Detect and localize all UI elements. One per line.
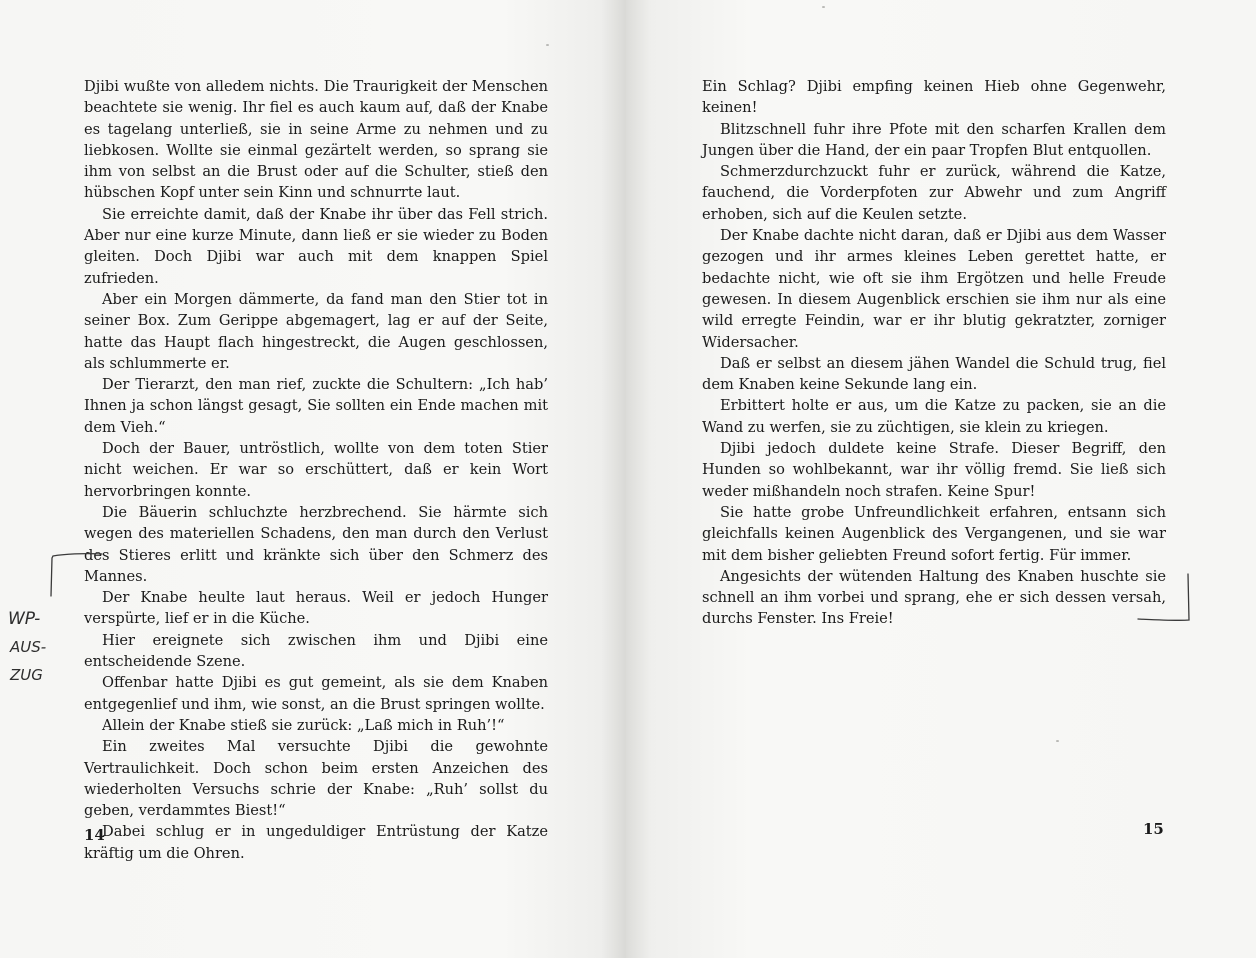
- paragraph: Allein der Knabe stieß sie zurück: „Laß mich in Ruh’!“: [102, 716, 505, 734]
- paragraph: Erbittert holte er aus, um die Katze zu packen, sie an die Wand zu werfen, sie zu züchtigen, sie klein zu kriegen.: [702, 397, 1166, 436]
- paragraph: Der Tierarzt, den man rief, zuckte die Schultern: „Ich hab’ Ihnen ja schon längst gesagt, Sie sollten ein Ende machen mit dem Vieh.“: [84, 376, 548, 436]
- paragraph: Aber ein Morgen dämmerte, da fand man den Stier tot in seiner Box. Zum Gerippe abgemagert, lag er auf der Seite, hatte das Haupt flach hingestreckt, die Augen geschlossen, als schlummerte er.: [84, 290, 548, 372]
- paragraph: Dabei schlug er in ungeduldiger Entrüstung der Katze kräftig um die Ohren.: [84, 823, 548, 862]
- paper-speck: [822, 6, 825, 8]
- page-number-left: 14: [84, 826, 105, 844]
- left-page-text: [84, 76, 548, 864]
- paragraph: Schmerzdurchzuckt fuhr er zurück, während die Katze, fauchend, die Vorderpfoten zur Abwehr und zum Angriff erhoben, sich auf die Keulen setzte.: [702, 163, 1166, 223]
- paragraph: Djibi wußte von alledem nichts. Die Traurigkeit der Menschen beachtete sie wenig. Ihr fiel es auch kaum auf, daß der Knabe es tagelang unterließ, sie in seine Arme zu nehmen und zu liebkosen. Wollte sie einmal gezärtelt werden, so sprang sie ihm von selbst an die Brust oder auf die Schulter, stieß den hübschen Kopf unter sein Kinn und schnurrte laut.: [84, 78, 548, 202]
- paragraph: Hier ereignete sich zwischen ihm und Djibi eine entscheidende Szene.: [84, 631, 548, 671]
- page-number-right: 15: [1143, 820, 1164, 838]
- margin-note-line: ZUG: [10, 666, 43, 684]
- pencil-bracket-start: [44, 548, 104, 598]
- paragraph: Daß er selbst an diesem jähen Wandel die Schuld trug, fiel dem Knaben keine Sekunde lang ein.: [702, 354, 1166, 394]
- paragraph: Sie erreichte damit, daß der Knabe ihr über das Fell strich. Aber nur eine kurze Minute, dann ließ er sie wieder zu Boden gleiten. Doch Djibi war auch mit dem knappen Spiel zufrieden.: [84, 205, 548, 287]
- paragraph: Blitzschnell fuhr ihre Pfote mit den scharfen Krallen dem Jungen über die Hand, der ein paar Tropfen Blut entquollen.: [702, 120, 1166, 159]
- handwritten-margin-note: [4, 604, 68, 694]
- paper-speck: [1056, 740, 1059, 742]
- paragraph: Offenbar hatte Djibi es gut gemeint, als sie dem Knaben entgegenlief und ihm, wie sonst, an die Brust springen wollte.: [84, 674, 548, 713]
- pencil-bracket-end: [1134, 570, 1198, 626]
- left-page: [0, 0, 626, 958]
- paragraph: Ein Schlag? Djibi empfing keinen Hieb ohne Gegenwehr, keinen!: [702, 78, 1166, 117]
- paragraph: Djibi jedoch duldete keine Strafe. Dieser Begriff, den Hunden so wohlbekannt, war ihr völlig fremd. Sie ließ sich weder mißhandeln noch strafen. Keine Spur!: [702, 440, 1166, 500]
- paragraph: Doch der Bauer, untröstlich, wollte von dem toten Stier nicht weichen. Er war so erschüttert, daß er kein Wort hervorbringen konnte.: [84, 440, 548, 500]
- margin-note-line: WP-: [8, 609, 41, 629]
- paper-speck: [546, 44, 549, 46]
- margin-note-line: AUS-: [10, 638, 47, 656]
- right-page-text: [702, 76, 1166, 630]
- paragraph: Der Knabe dachte nicht daran, daß er Djibi aus dem Wasser gezogen und ihr armes kleines Leben gerettet hatte, er bedachte nicht, wie oft sie ihm Ergötzen und helle Freude gewesen. In diesem Augenblick erschien sie ihm nur als eine wild erregte Feindin, war er ihr blutig gekratzter, zorniger Widersacher.: [702, 227, 1166, 351]
- paragraph: Der Knabe heulte laut heraus. Weil er jedoch Hunger verspürte, lief er in die Küche.: [84, 589, 548, 628]
- paragraph: Sie hatte grobe Unfreundlichkeit erfahren, entsann sich gleichfalls keinen Augenblick des Vergangenen, und sie war mit dem bisher geliebten Freund sofort fertig. Für immer.: [702, 503, 1166, 564]
- margin-note-drawing: [4, 604, 68, 694]
- paragraph: Angesichts der wütenden Haltung des Knaben huschte sie schnell an ihm vorbei und sprang, ehe er sich dessen versah, durchs Fenster. Ins Freie!: [702, 567, 1166, 628]
- paragraph: Die Bäuerin schluchzte herzbrechend. Sie härmte sich wegen des materiellen Schadens, den man durch den Verlust des Stieres erlitt und kränkte sich über den Schmerz des Mannes.: [84, 503, 548, 585]
- paragraph: Ein zweites Mal versuchte Djibi die gewohnte Vertraulichkeit. Doch schon beim ersten Anzeichen des wiederholten Versuchs schrie der Knabe: „Ruh’ sollst du geben, verdammtes Biest!“: [84, 738, 548, 820]
